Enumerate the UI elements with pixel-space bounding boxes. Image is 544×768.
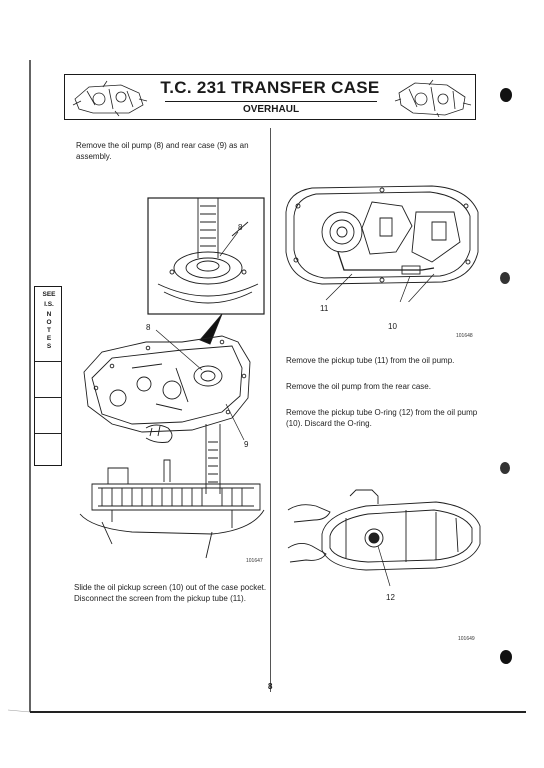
page-subtitle: OVERHAUL	[165, 101, 377, 115]
callout-label: 10	[388, 322, 397, 331]
callout-label: 12	[386, 593, 395, 602]
binder-hole	[500, 88, 512, 102]
see-is-notes-tab	[34, 286, 62, 466]
figure-number: 101649	[458, 636, 475, 642]
binder-hole	[500, 272, 510, 284]
notes-letter: S	[46, 343, 52, 350]
oil-pump-rear-case-illustration	[72, 192, 268, 562]
notes-letter: E	[46, 335, 52, 342]
page-header	[64, 74, 476, 120]
instruction-step: Remove the pickup tube (11) from the oil pump.	[286, 356, 455, 365]
instruction-step: Remove the pickup tube O-ring (12) from the oil pump (10). Discard the O-ring.	[286, 408, 478, 428]
oil-pump-o-ring-illustration	[286, 488, 492, 592]
notes-letter: T	[47, 327, 51, 334]
tab-divider	[35, 433, 61, 434]
oil-pump-pickup-tube-illustration	[282, 182, 482, 302]
callout-label: 9	[244, 440, 249, 449]
figure-number: 101647	[246, 558, 263, 564]
transfer-case-icon	[393, 79, 473, 117]
notes-letter: O	[46, 319, 52, 326]
binder-hole	[500, 462, 510, 474]
page-number: 8	[268, 682, 273, 691]
callout-label: 11	[320, 304, 329, 313]
callout-label: 8	[146, 323, 151, 332]
figure-number: 101648	[456, 333, 473, 339]
notes-letter: N	[46, 311, 52, 318]
instruction-step: Remove the oil pump from the rear case.	[286, 382, 431, 391]
tab-divider	[35, 361, 61, 362]
column-divider	[270, 128, 271, 692]
instruction-step: Slide the oil pickup screen (10) out of the case pocket. Disconnect the screen from the pickup tube (11).	[74, 583, 267, 603]
binder-hole	[500, 650, 512, 664]
see-label: SEE	[42, 291, 56, 298]
tab-divider	[35, 397, 61, 398]
instruction-step: Remove the oil pump (8) and rear case (9) as an assembly.	[76, 141, 249, 161]
is-label: I.S.	[44, 301, 54, 308]
page-title: T.C. 231 TRANSFER CASE	[160, 78, 380, 97]
callout-label: 8	[238, 223, 243, 232]
